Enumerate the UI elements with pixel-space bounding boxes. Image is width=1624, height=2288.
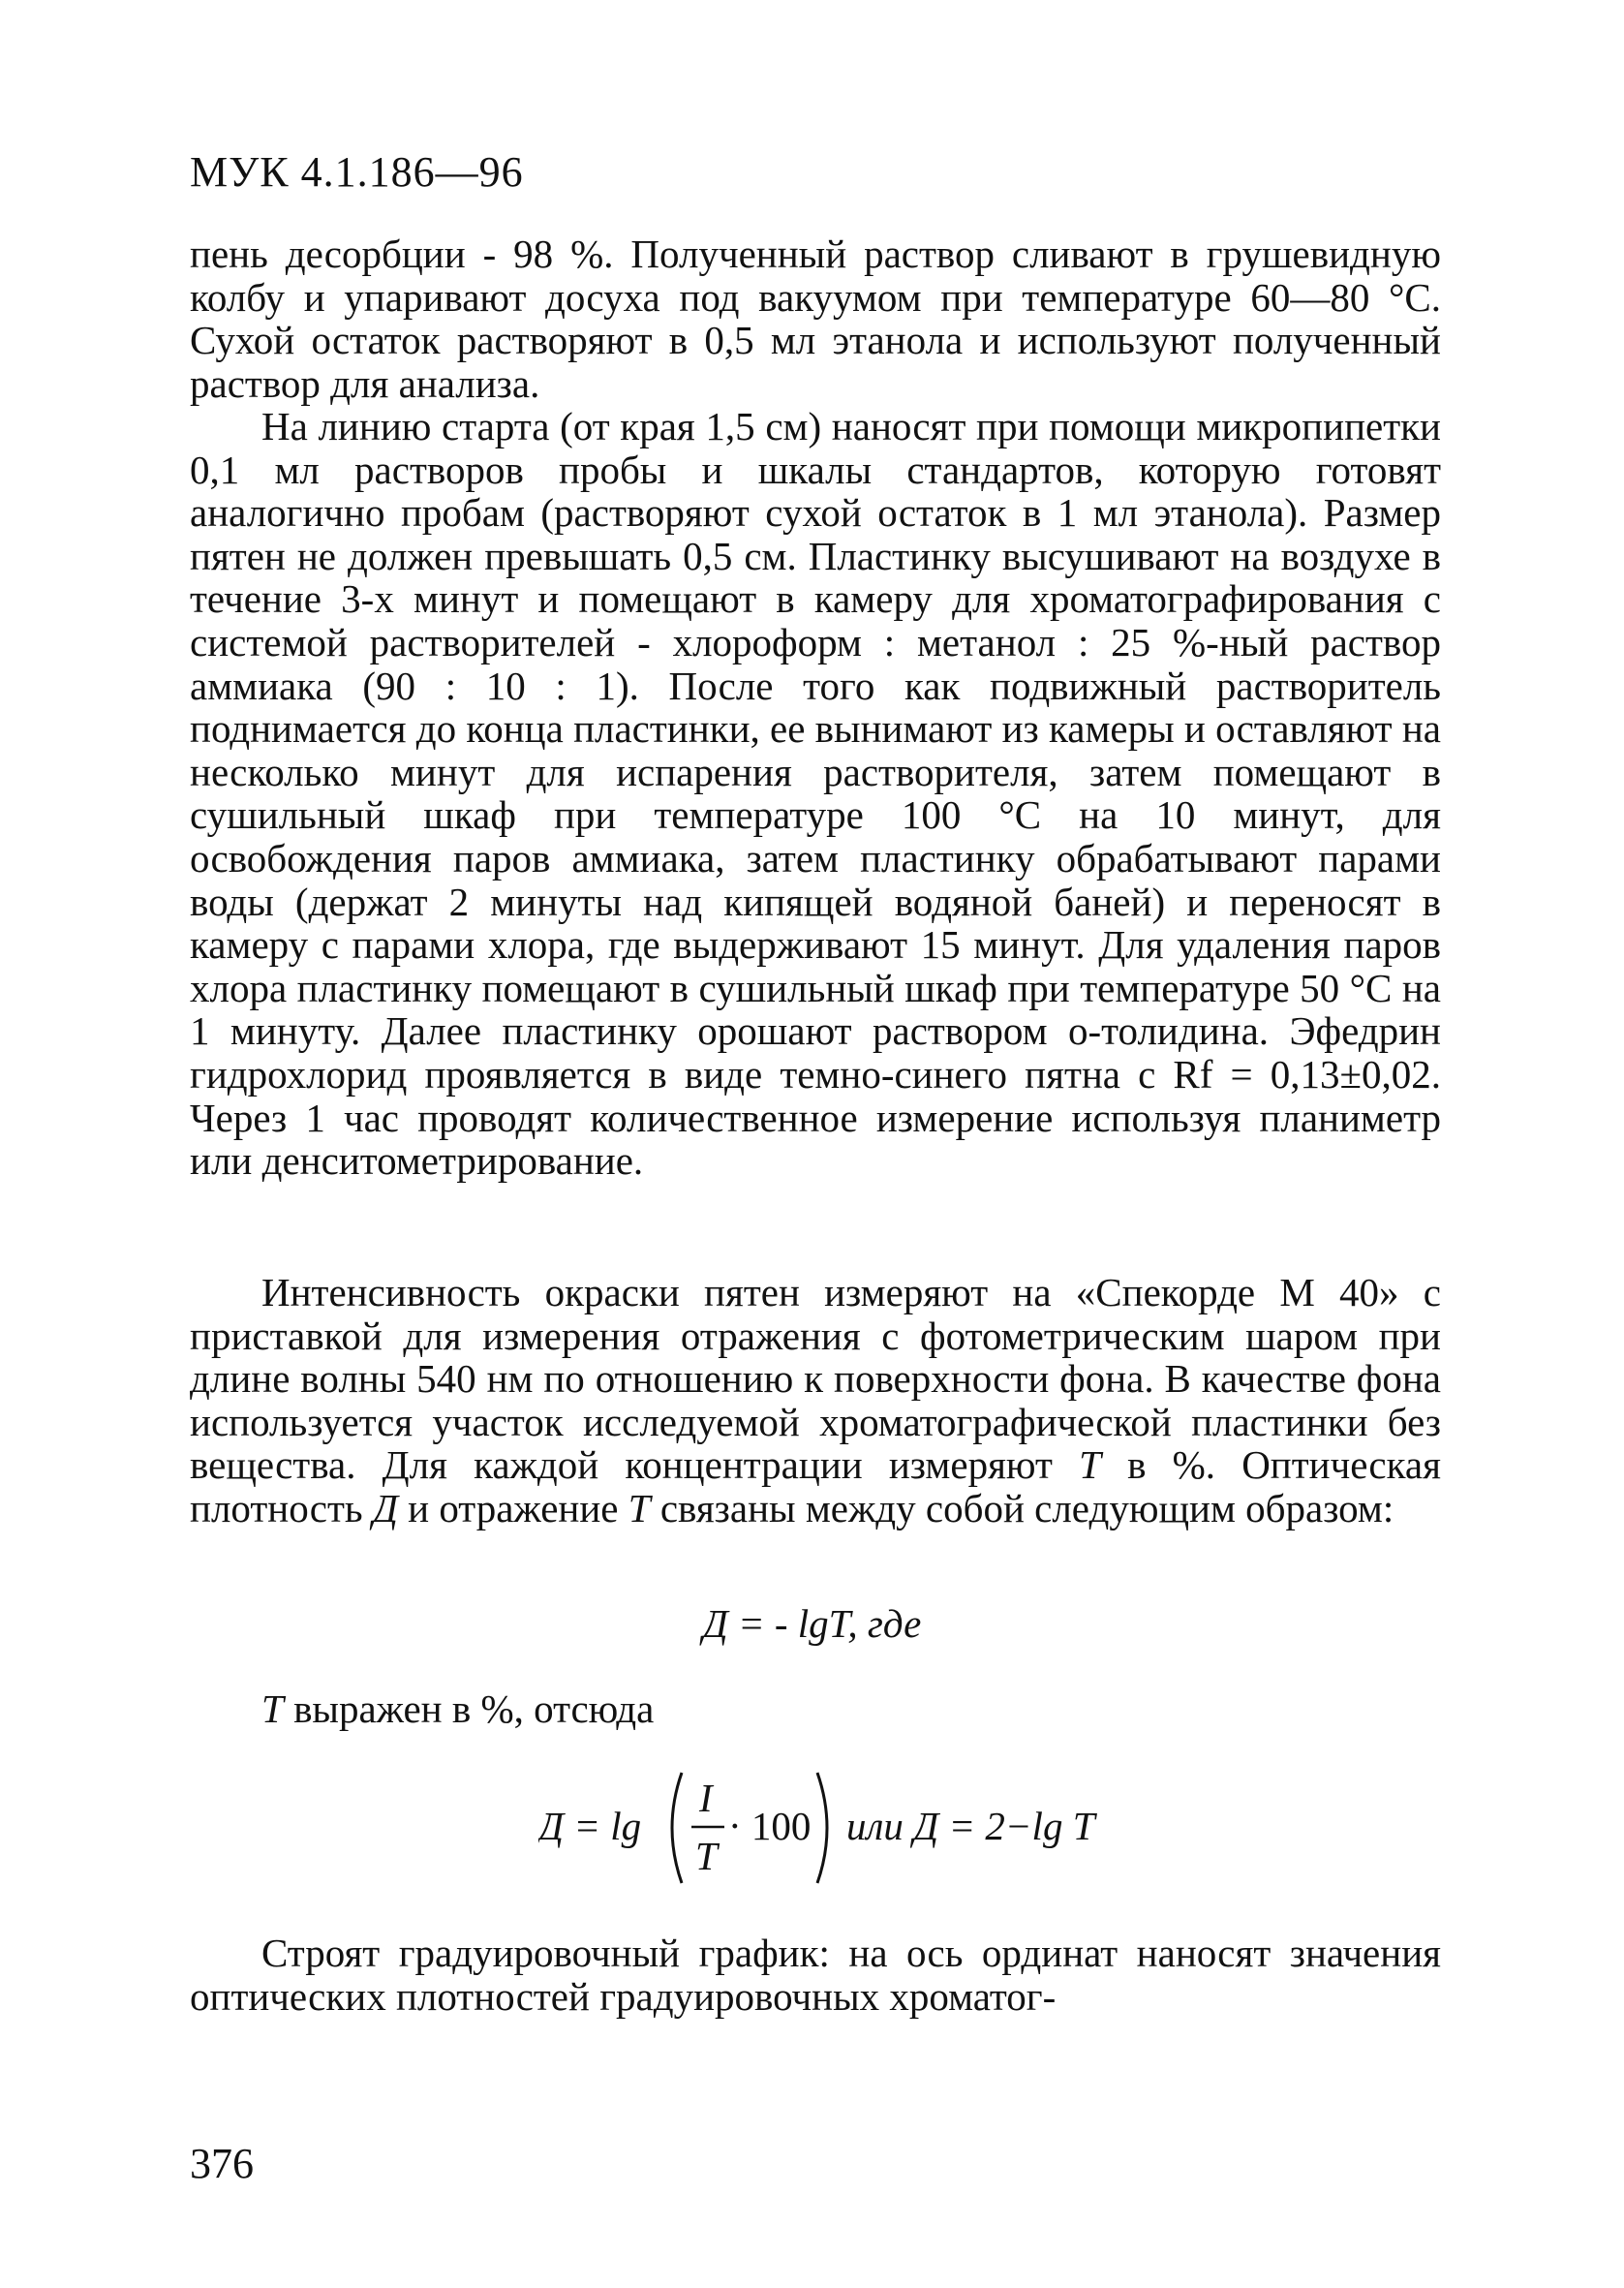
- right-paren: [817, 1773, 827, 1883]
- symbol-d: Д: [372, 1485, 398, 1530]
- paragraph-desorption: пень десорбции - 98 %. Полученный раствор сливают в грушевидную колбу и упаривают досуха под вакуумом при температуре 60—80 °С. Сухой остаток растворяют в 0,5 мл этанола и используют полученный раствор для анализа.: [190, 232, 1441, 406]
- paragraph-text: связаны между собой следующим образом:: [650, 1485, 1394, 1530]
- symbol-t: T: [261, 1686, 284, 1731]
- t-expression-line: [261, 1685, 654, 1732]
- formula-lhs: Д = lg: [538, 1804, 642, 1848]
- left-paren: [672, 1773, 682, 1883]
- t-expression-text: выражен в %, отсюда: [283, 1686, 655, 1731]
- paragraph-chromatography-procedure: На линию старта (от края 1,5 см) наносят при помощи микропипетки 0,1 мл растворов пробы и шкалы стандартов, которую готовят аналогично пробам (растворяют сухой остаток в 1 мл этанола). Размер пятен не должен превышать 0,5 см. Пластинку высушивают на воздухе в течение 3-х минут и помещают в камеру для хроматографирования с системой растворителей - хлороформ : метанол : 25 %-ный раствор аммиака (90 : 10 : 1). После того как подвижный растворитель поднимается до конца пластинки, ее вынимают из камеры и оставляют на несколько минут для испарения растворителя, затем помещают в сушильный шкаф при температуре 100 °С на 10 минут, для освобождения паров аммиака, затем пластинку обрабатывают парами воды (держат 2 минуты над кипящей водяной баней) и переносят в камеру с парами хлора, где выдерживают 15 минут. Для удаления паров хлора пластинку помещают в сушильный шкаф при температуре 50 °С на 1 минуту. Далее пластинку орошают раствором о-толидина. Эфедрин гидрохлорид проявляется в виде темно-синего пятна с Rf = 0,13±0,02. Через 1 час проводят количественное измерение используя планиметр или денситометрирование.: [190, 404, 1441, 1184]
- fraction-denominator: T: [695, 1834, 718, 1878]
- formula-density-from-reflection: [538, 1755, 1158, 1901]
- symbol-t: T: [1079, 1442, 1101, 1488]
- paragraph-text: в %. Оптическая плотность: [190, 1442, 1441, 1530]
- symbol-t: T: [628, 1485, 651, 1530]
- paragraph-text: Интенсивность окраски пятен измеряют на «Спекорде М 40» с приставкой для измерения отражения с фотометрическим шаром при длине волны 540 нм по отношению к поверхности фона. В качестве фона используется участок исследуемой хроматографической пластинки без вещества. Для каждой концентрации измеряют: [190, 1270, 1441, 1488]
- formula-multiplier: · 100: [728, 1804, 812, 1848]
- paragraph-measurement: [190, 1271, 1441, 1530]
- formula-optical-density: Д = - lgT, где: [702, 1601, 922, 1646]
- fraction-numerator: I: [699, 1776, 713, 1820]
- page-number: 376: [190, 2140, 254, 2187]
- formula-rhs: или Д = 2−lg T: [846, 1804, 1095, 1848]
- paragraph-text: и отражение: [397, 1485, 628, 1530]
- paragraph-calibration: Строят градуировочный график: на ось ординат наносят значения оптических плотностей градуировочных хроматог-: [190, 1931, 1441, 2019]
- document-code-header: МУК 4.1.186—96: [190, 148, 524, 196]
